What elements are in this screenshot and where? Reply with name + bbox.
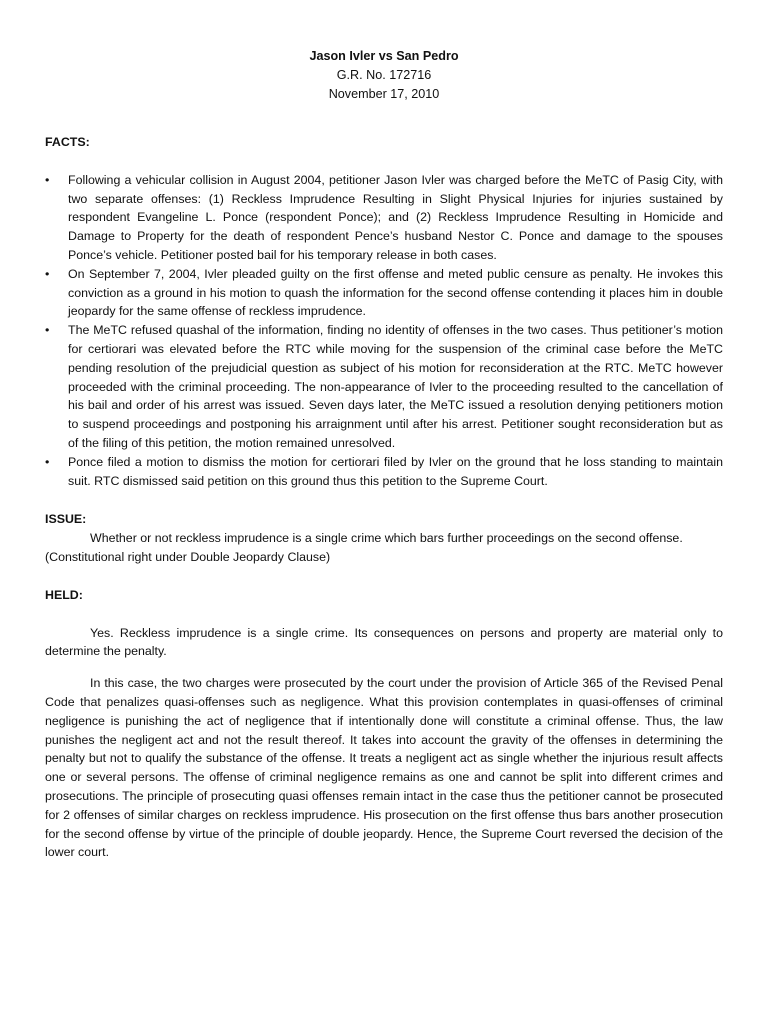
facts-list xyxy=(45,171,723,491)
issue-text: Whether or not reckless imprudence is a single crime which bars further proceedings on the second offense. (Constitutional right under Double Jeopardy Clause) xyxy=(45,531,683,564)
case-title: Jason Ivler vs San Pedro xyxy=(309,49,459,63)
facts-heading: FACTS: xyxy=(45,135,90,149)
facts-list-item xyxy=(45,321,723,453)
bullet-icon: • xyxy=(45,172,50,187)
held-paragraph: Yes. Reckless imprudence is a single crime. Its consequences on persons and property are material only to determine the penalty. xyxy=(45,625,723,659)
facts-item-text: Following a vehicular collision in August 2004, petitioner Jason Ivler was charged before the MeTC of Pasig City, with two separate offenses: (1) Reckless Imprudence Resulting in Slight Physical Injuries for injuries sustained by respondent Evangeline L. Ponce (respondent Ponce); and (2) Reckless Imprudence Resulting in Homicide and Damage to Property for the death of respondent Pence’s husband Nestor C. Ponce and damage to the spouses Ponce’s vehicle. Petitioner posted bail for his temporary release in both cases. xyxy=(68,172,723,262)
facts-item-text: The MeTC refused quashal of the information, finding no identity of offenses in the two cases. Thus petitioner’s motion for certiorari was elevated before the RTC while moving for the suspension of the criminal case before the MeTC pending resolution of the prejudicial question as subject of his motion for reconsideration at the RTC. MeTC however proceeded with the criminal proceeding. The non-appearance of Ivler to the proceeding resulted to the cancellation of his bail and order of his arrest was issued. Seven days later, the MeTC issued a resolution denying petitioners motion to suspend proceedings and postponing his arraignment until after his arrest. Petitioner sought reconsideration but as of the filing of this petition, the motion remained unresolved. xyxy=(68,323,723,450)
held-paragraph: In this case, the two charges were prosecuted by the court under the provision of Article 365 of the Revised Penal Code that penalizes quasi-offenses such as negligence. What this provision contemplates in quasi-offenses of criminal negligence is punishing the act of negligence that if intentionally done will constitute a criminal offense. Thus, the law punishes the negligent act and not the result thereof. It takes into account the gravity of the offenses in determining the penalty but not to qualify the substance of the offense. It treats a negligent act as single whether the injurious result affects one or several persons. The offense of criminal negligence remains as one and cannot be split into different crimes and prosecutions. The principle of prosecuting quasi offenses remain intact in the case thus the petitioner cannot be prosecuted for 2 offenses of similar charges on reckless imprudence. His prosecution on the first offense thus bars another prosecution for the second offense by virtue of the principle of double jeopardy. Hence, the Supreme Court reversed the decision of the lower court. xyxy=(45,676,723,860)
case-gr-number: G.R. No. 172716 xyxy=(336,68,432,82)
held-heading: HELD: xyxy=(45,587,83,602)
facts-list-item xyxy=(45,171,723,265)
facts-item-text: Ponce filed a motion to dismiss the motion for certiorari filed by Ivler on the ground that he loss standing to maintain suit. RTC dismissed said petition on this ground thus this petition to the Supreme Court. xyxy=(68,454,723,488)
bullet-icon: • xyxy=(45,454,50,469)
case-date: November 17, 2010 xyxy=(328,87,440,101)
issue-heading: ISSUE: xyxy=(45,512,87,527)
case-header xyxy=(45,47,723,104)
bullet-icon: • xyxy=(45,323,50,338)
bullet-icon: • xyxy=(45,266,50,281)
facts-list-item xyxy=(45,453,723,491)
document-page xyxy=(45,47,723,872)
facts-list-item xyxy=(45,265,723,321)
facts-item-text: On September 7, 2004, Ivler pleaded guilty on the first offense and meted public censure as penalty. He invokes this conviction as a ground in his motion to quash the information for the second offense contending it places him in double jeopardy for the same offense of reckless imprudence. xyxy=(68,266,723,319)
